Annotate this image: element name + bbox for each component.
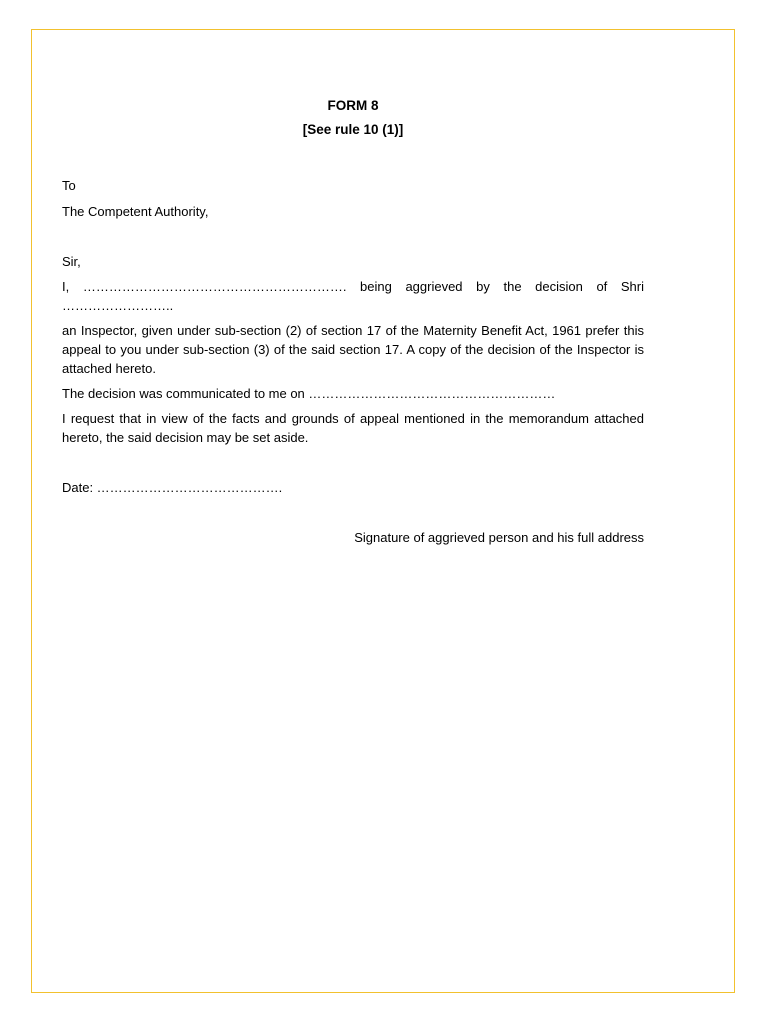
appeal-paragraph: an Inspector, given under sub-section (2) of section 17 of the Maternity Benefit Act, 1961 prefer this appeal to you under sub-section (3) of the said section 17. A copy of the decision of the Inspector is attached hereto. xyxy=(62,323,644,376)
appellant-line: I, ……………………………………………………. being aggrieved by the decision of Shri …………………….. xyxy=(62,279,644,313)
communication-date-line: The decision was communicated to me on ………………………………………………… xyxy=(62,386,556,401)
form-body xyxy=(62,94,644,547)
to-line: To xyxy=(62,178,76,193)
date-field: Date: ……………………………………. xyxy=(62,480,283,495)
salutation: Sir, xyxy=(62,254,81,269)
addressee: The Competent Authority, xyxy=(62,204,209,219)
form-title: FORM 8 xyxy=(327,98,379,113)
signature-line: Signature of aggrieved person and his full address xyxy=(354,530,644,545)
request-paragraph: I request that in view of the facts and grounds of appeal mentioned in the memorandum attached hereto, the said decision may be set aside. xyxy=(62,411,644,445)
form-rule-reference: [See rule 10 (1)] xyxy=(302,122,404,137)
